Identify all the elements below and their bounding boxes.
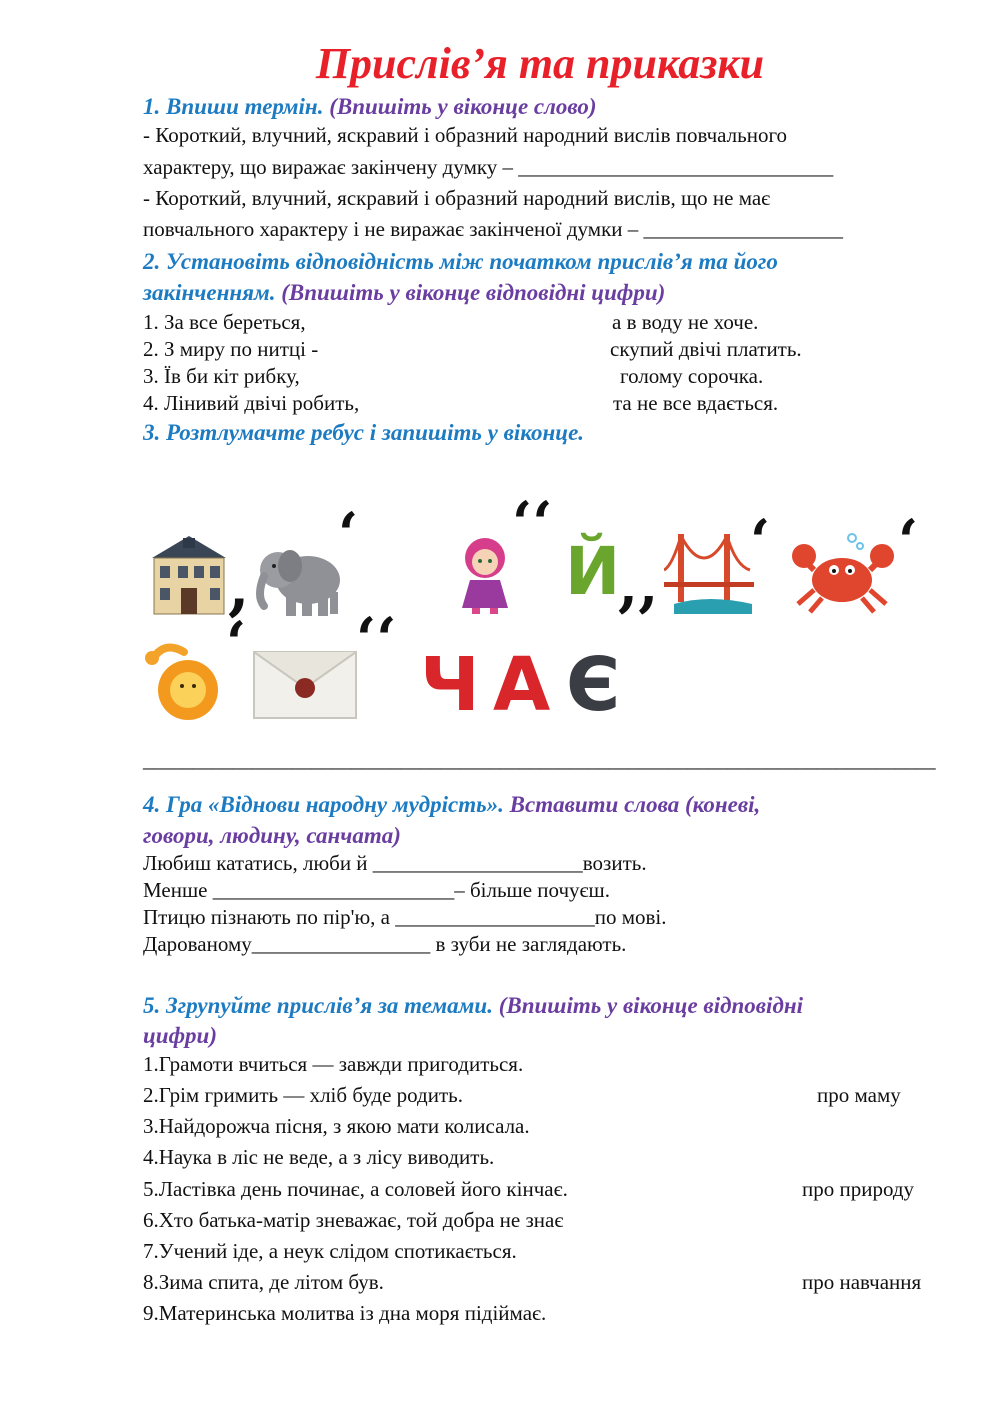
task1-hint: (Впишіть у віконце слово) (329, 94, 597, 119)
theme-label: про маму (817, 1083, 901, 1107)
match-beginning: 3. Їв би кіт рибку, (143, 364, 300, 388)
proverb-item: 7.Учений іде, а неук слідом спотикається. (143, 1239, 517, 1263)
match-beginning: 2. З миру по нитці - (143, 337, 319, 361)
envelope-icon (252, 648, 358, 722)
proverb-item: 2.Грім гримить — хліб буде родить. (143, 1083, 463, 1107)
match-beginning: 4. Лінивий двічі робить, (143, 391, 360, 415)
task1-line: - Короткий, влучний, яскравий і образний народний вислів повчального (143, 123, 788, 147)
match-beginning: 1. За все береться, (143, 310, 306, 334)
double-comma-mark-icon: ,, (618, 551, 659, 619)
proverb-item: 5.Ластівка день починає, а соловей його кінчає. (143, 1177, 568, 1201)
fill-in-line[interactable]: Дарованому_________________ в зуби не заглядають. (143, 932, 627, 956)
fill-in-line[interactable]: Менше _______________________– більше почуєш. (143, 878, 610, 902)
task3-answer-line[interactable]: ________________________________________________________________________________ (143, 748, 936, 772)
double-comma-mark-icon: ‘‘ (356, 605, 397, 673)
task2-heading-row (143, 278, 665, 308)
task4-hint: Вставити слова (коневі, (509, 792, 761, 817)
crab-icon (790, 530, 900, 616)
page-title: Прислів’я та приказки (315, 39, 765, 88)
proverb-item: 9.Материнська молитва із дна моря підіймає. (143, 1301, 547, 1325)
task5-heading: 5. Згрупуйте прислів’я за темами. (143, 993, 493, 1018)
double-comma-mark-icon: ‘‘ (512, 489, 553, 557)
task4-hint-cont: говори, людину, санчата) (143, 823, 401, 848)
comma-mark-icon: ‘ (750, 507, 771, 575)
comma-mark-icon: ‘ (226, 609, 247, 677)
task1-heading: 1. Впиши термін. (143, 94, 324, 119)
proverb-item: 3.Найдорожча пісня, з якою мати колисала. (143, 1114, 530, 1138)
proverb-item: 4.Наука в ліс не веде, а з лісу виводить. (143, 1145, 495, 1169)
comma-mark-icon: ‘ (338, 500, 359, 568)
task1-answer-line[interactable]: повчального характеру і не виражає закінченої думки – ___________________ (143, 217, 844, 241)
comma-mark-icon: ‘ (898, 507, 919, 575)
match-ending: а в воду не хоче. (612, 310, 759, 334)
task2-hint: (Впишіть у віконце відповідні цифри) (281, 280, 666, 305)
task5-hint: (Впишіть у віконце відповідні (498, 993, 804, 1018)
fill-in-line[interactable]: Птицю пізнають по пір'ю, а ___________________по мові. (143, 905, 667, 929)
task2-heading: 2. Установіть відповідність між початком прислів’я та його (143, 249, 778, 274)
proverb-item: 6.Хто батька-матір зневажає, той добра не знає (143, 1208, 564, 1232)
task1-answer-line[interactable]: характеру, що виражає закінчену думку – ______________________________ (143, 155, 834, 179)
proverb-item: 8.Зима спита, де літом був. (143, 1270, 384, 1294)
match-ending: скупий двічі платить. (610, 337, 802, 361)
match-ending: голому сорочка. (620, 364, 764, 388)
fill-in-line[interactable]: Любиш кататись, люби й ____________________возить. (143, 851, 647, 875)
task5-hint-cont: цифри) (143, 1023, 217, 1048)
task4-heading: 4. Гра «Віднови народну мудрість». (143, 792, 504, 817)
house-icon (148, 534, 230, 616)
task4-heading-row (143, 790, 760, 820)
proverb-item: 1.Грамоти вчиться — завжди пригодиться. (143, 1052, 524, 1076)
task2-heading-cont: закінченням. (143, 280, 276, 305)
rebus-letter: Ч (420, 642, 480, 728)
task1-line: - Короткий, влучний, яскравий і образний народний вислів, що не має (143, 186, 771, 210)
lion-icon (138, 632, 234, 724)
masha-girl-icon (452, 536, 518, 616)
rebus-letter: А (493, 642, 551, 728)
match-ending: та не все вдається. (613, 391, 779, 415)
task1-heading-row (143, 92, 597, 122)
theme-label: про природу (802, 1177, 915, 1201)
rebus-letter-y: Й (565, 533, 621, 610)
task3-heading: 3. Розтлумачте ребус і запишіть у віконце. (143, 420, 585, 445)
rebus-letter: Є (566, 642, 621, 728)
theme-label: про навчання (802, 1270, 922, 1294)
comma-mark-icon: , (228, 550, 250, 623)
task5-heading-row (143, 991, 803, 1021)
bridge-icon (664, 530, 754, 614)
elephant-icon (252, 540, 344, 618)
